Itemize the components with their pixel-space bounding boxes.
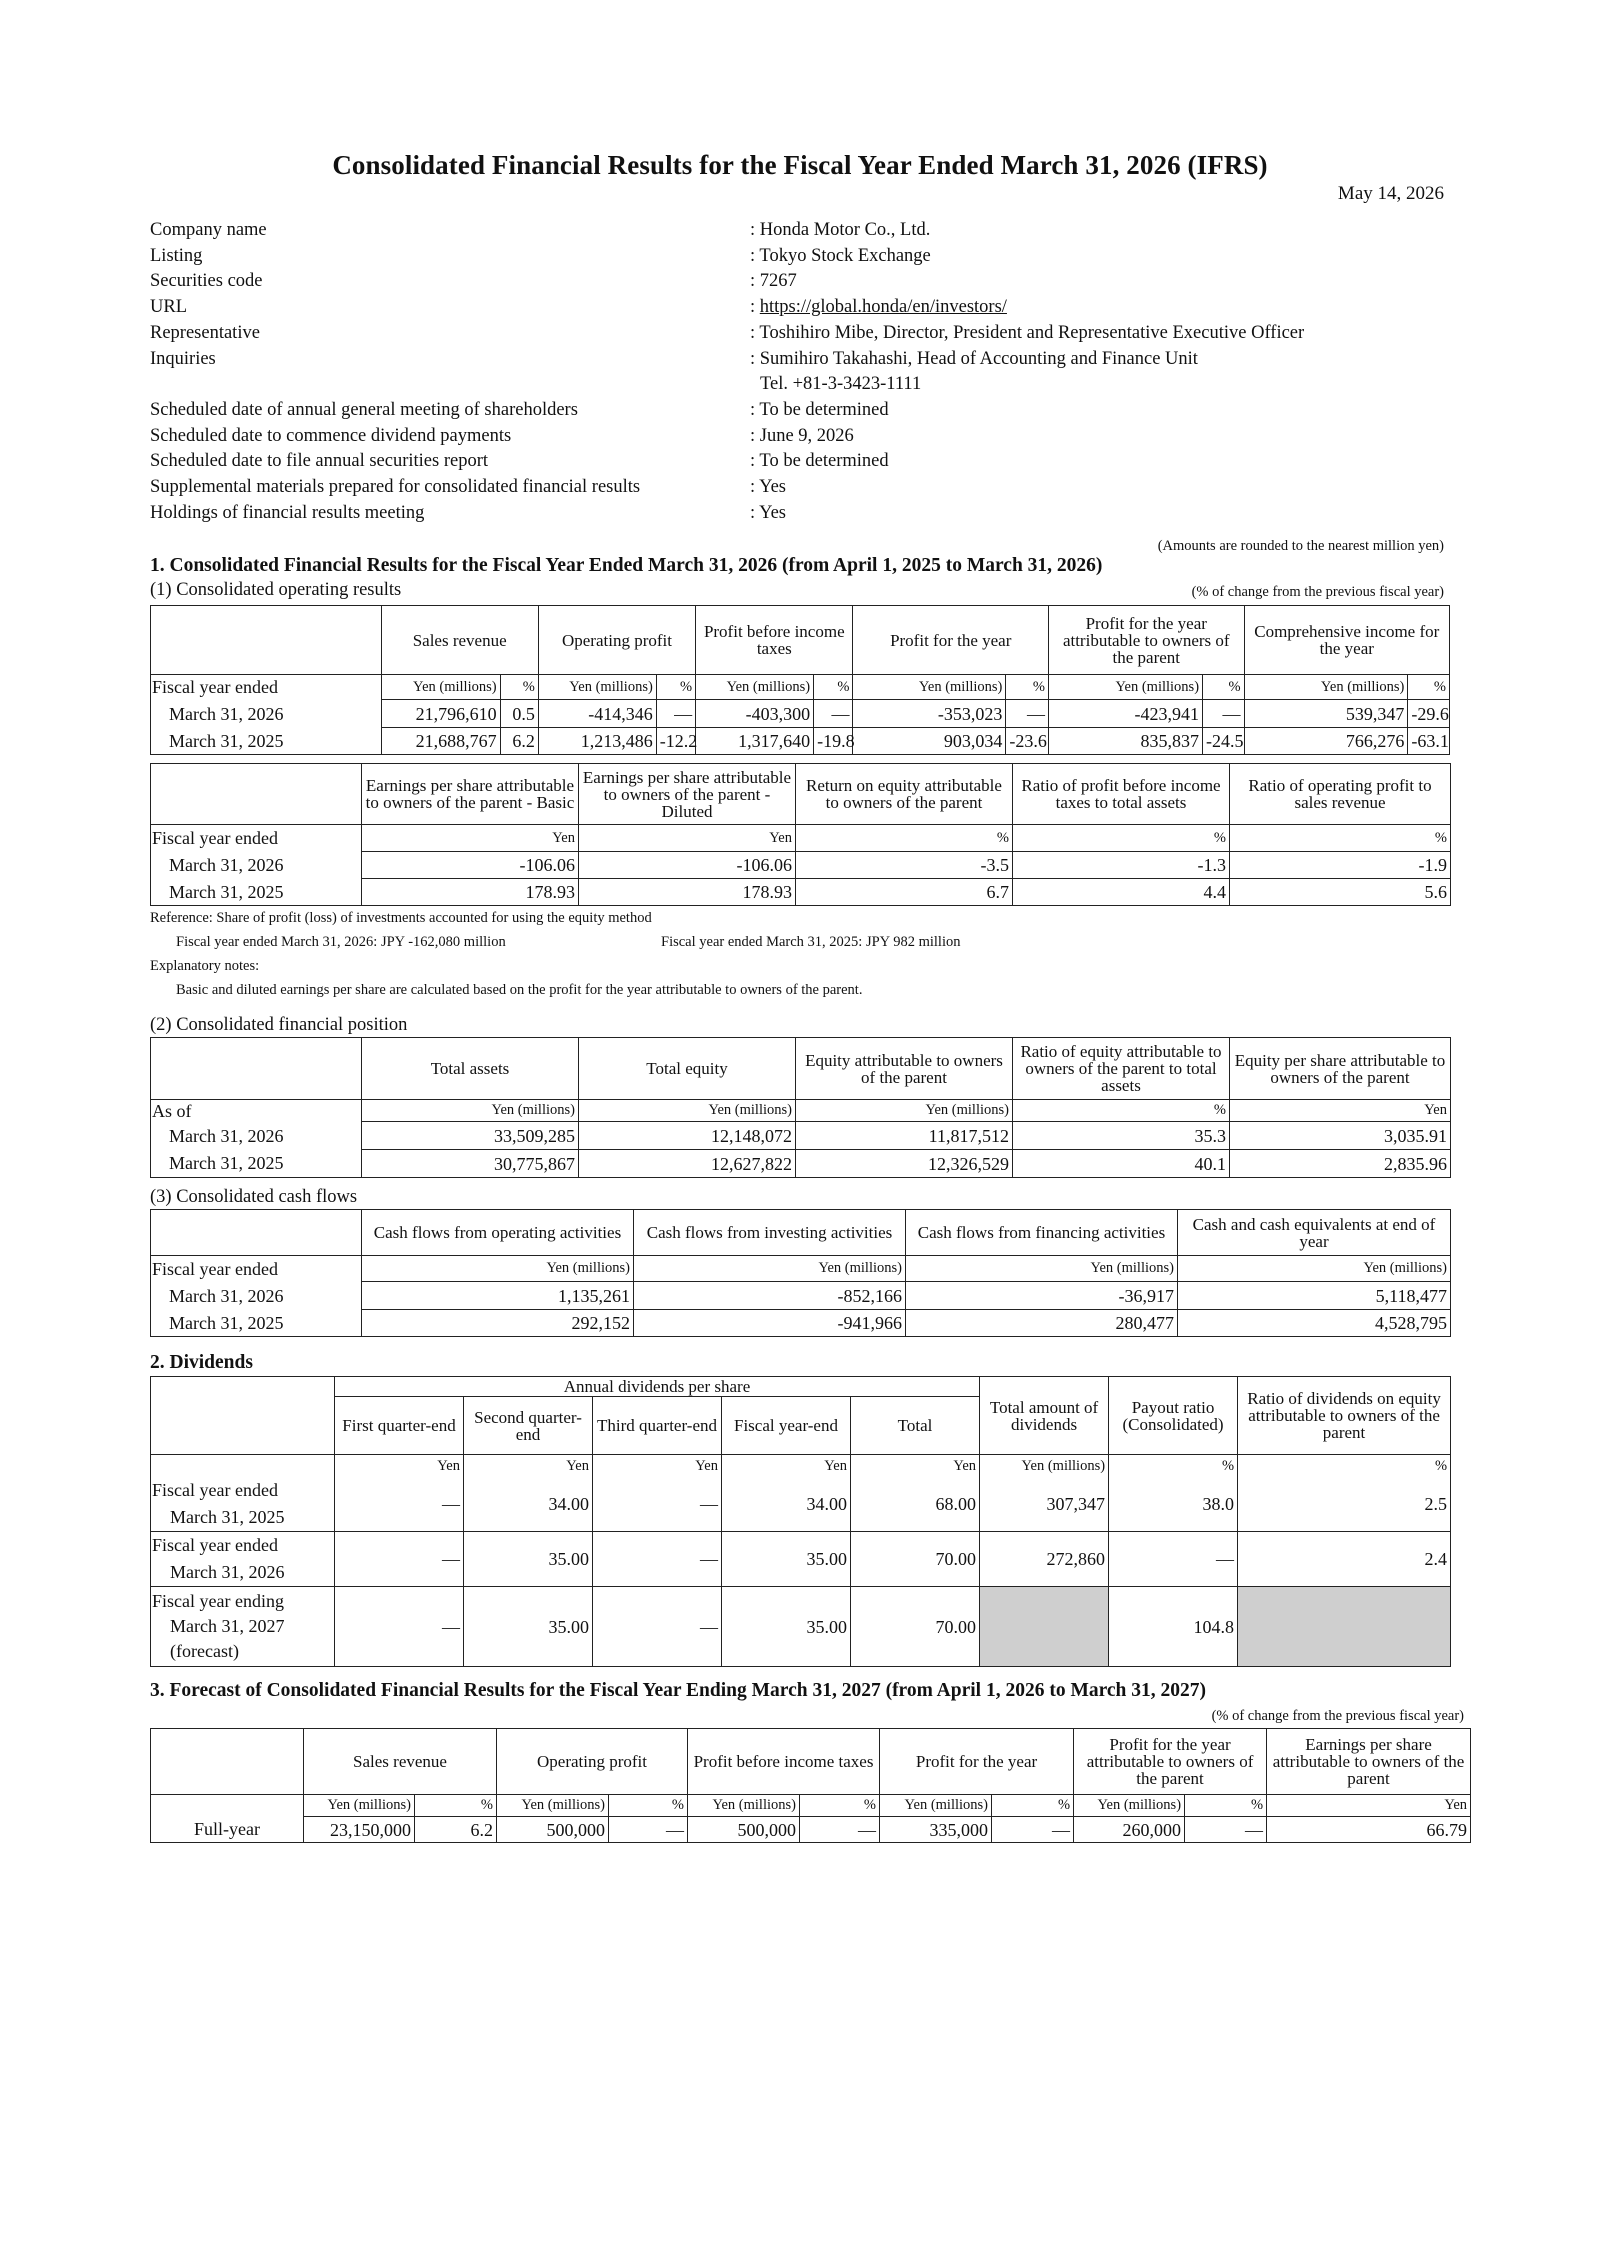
- document-title: Consolidated Financial Results for the Fiscal Year Ended March 31, 2026 (IFRS): [332, 150, 1268, 180]
- row-label: As of: [151, 1100, 362, 1122]
- unit-cell: %: [1230, 825, 1451, 852]
- info-row-supplemental: [150, 475, 1450, 501]
- column-header: Cash flows from financing activities: [906, 1210, 1178, 1256]
- document-date: May 14, 2026: [1337, 183, 1444, 204]
- value-cell: 35.00: [464, 1587, 593, 1667]
- table-row: [151, 1150, 1451, 1178]
- value-cell: 335,000: [880, 1817, 992, 1843]
- column-header: Equity per share attributable to owners of the parent: [1230, 1038, 1451, 1100]
- financial-position-heading: (2) Consolidated financial position: [150, 1015, 408, 1035]
- unit-cell: Yen (millions): [906, 1256, 1178, 1282]
- value-cell: 292,152: [362, 1310, 634, 1337]
- table-header-row: [151, 764, 1451, 825]
- unit-cell: %: [1238, 1455, 1451, 1477]
- value-cell: 40.1: [1013, 1150, 1230, 1178]
- value-cell: —: [1109, 1532, 1238, 1587]
- info-row-code: [150, 269, 1450, 295]
- value-cell: 4.4: [1013, 879, 1230, 906]
- unit-cell: Yen: [579, 825, 796, 852]
- unit-cell: Yen: [851, 1455, 980, 1477]
- value-cell: 23,150,000: [304, 1817, 415, 1843]
- info-row-url: [150, 295, 1450, 321]
- value-cell: -414,346: [538, 700, 656, 728]
- value-cell: 0.5: [500, 700, 538, 728]
- reference-values: [150, 930, 1450, 954]
- financial-position-table: [150, 1037, 1451, 1178]
- value-cell: 280,477: [906, 1310, 1178, 1337]
- table-row: [151, 700, 1450, 728]
- unit-cell: %: [814, 675, 853, 700]
- value-cell: 66.79: [1267, 1817, 1471, 1843]
- value-cell: 6.7: [796, 879, 1013, 906]
- value-cell: -29.6: [1408, 700, 1450, 728]
- corner-cell: [151, 1729, 304, 1795]
- value-cell: -423,941: [1049, 700, 1203, 728]
- inquiries-name: : Sumihiro Takahashi, Head of Accounting and Finance Unit: [750, 348, 1198, 369]
- info-label: URL: [150, 297, 187, 318]
- value-cell: 766,276: [1244, 728, 1408, 755]
- unit-cell: Yen (millions): [497, 1795, 609, 1817]
- rounding-note: (Amounts are rounded to the nearest million yen): [1157, 538, 1444, 554]
- unit-cell: Yen (millions): [880, 1795, 992, 1817]
- info-value: [750, 295, 1450, 321]
- inquiries-tel: Tel. +81-3-3423-1111: [760, 374, 922, 395]
- value-cell: 260,000: [1074, 1817, 1185, 1843]
- row-label: March 31, 2025: [151, 728, 382, 755]
- row-label: March 31, 2025: [151, 879, 362, 906]
- value-cell: 6.2: [500, 728, 538, 755]
- info-value: : Toshihiro Mibe, Director, President and Representative Executive Officer: [750, 322, 1305, 343]
- column-header: Cash flows from investing activities: [634, 1210, 906, 1256]
- unit-row: [151, 1455, 1451, 1477]
- reference-2025: Fiscal year ended March 31, 2025: JPY 982 million: [661, 934, 961, 950]
- row-label: Fiscal year ended: [151, 825, 362, 852]
- column-header: Sales revenue: [381, 606, 538, 675]
- info-value: : June 9, 2026: [750, 425, 854, 446]
- info-value: : Honda Motor Co., Ltd.: [750, 220, 931, 240]
- row-label-line: Fiscal year ending: [152, 1591, 284, 1611]
- column-header: Equity attributable to owners of the parent: [796, 1038, 1013, 1100]
- unit-cell: Yen (millions): [688, 1795, 800, 1817]
- row-label: [151, 1532, 335, 1587]
- info-label: Company name: [150, 220, 267, 240]
- value-cell: —: [800, 1817, 880, 1843]
- value-cell: 1,135,261: [362, 1282, 634, 1310]
- value-cell: 21,796,610: [381, 700, 500, 728]
- table-row: [151, 1477, 1451, 1532]
- value-cell: 35.3: [1013, 1122, 1230, 1150]
- change-note: (% of change from the previous fiscal year): [1191, 584, 1444, 600]
- unit-cell: %: [800, 1795, 880, 1817]
- value-cell: 5,118,477: [1178, 1282, 1451, 1310]
- unit-cell: %: [1013, 1100, 1230, 1122]
- value-cell: —: [335, 1477, 464, 1532]
- investor-url-link[interactable]: https://global.honda/en/investors/: [759, 297, 1007, 318]
- info-row-company: [150, 218, 1450, 244]
- unit-row: [151, 825, 1451, 852]
- info-row-meeting: [150, 501, 1450, 527]
- column-header: Ratio of equity attributable to owners of the parent to total assets: [1013, 1038, 1230, 1100]
- info-row-representative: [150, 321, 1450, 347]
- table-row: [151, 728, 1450, 755]
- row-label-line: March 31, 2027: [170, 1616, 285, 1636]
- unit-cell: Yen (millions): [381, 675, 500, 700]
- column-header: Ratio of dividends on equity attributable to owners of the parent: [1238, 1377, 1451, 1455]
- corner-cell: [151, 1210, 362, 1256]
- info-value: : To be determined: [750, 399, 889, 420]
- value-cell: 34.00: [722, 1477, 851, 1532]
- row-label: [151, 1455, 335, 1477]
- value-cell: 307,347: [980, 1477, 1109, 1532]
- corner-cell: [151, 764, 362, 825]
- table-header-row: [151, 1729, 1471, 1795]
- value-cell: 272,860: [980, 1532, 1109, 1587]
- info-label: Securities code: [150, 271, 263, 292]
- column-header: Third quarter-end: [593, 1397, 722, 1455]
- table-row: [151, 1122, 1451, 1150]
- value-cell: -19.8: [814, 728, 853, 755]
- row-label-line: (forecast): [170, 1641, 239, 1661]
- unit-cell: %: [1109, 1455, 1238, 1477]
- info-label: Scheduled date to commence dividend payments: [150, 425, 512, 446]
- info-row-agm: [150, 398, 1450, 424]
- value-cell: -3.5: [796, 852, 1013, 879]
- info-value: : Yes: [750, 502, 786, 523]
- value-cell: 35.00: [464, 1532, 593, 1587]
- unit-cell: Yen (millions): [796, 1100, 1013, 1122]
- value-cell: -63.1: [1408, 728, 1450, 755]
- column-header: Sales revenue: [304, 1729, 497, 1795]
- value-cell: —: [593, 1587, 722, 1667]
- shaded-cell: [980, 1587, 1109, 1667]
- column-header: Cash and cash equivalents at end of year: [1178, 1210, 1451, 1256]
- unit-cell: Yen: [1230, 1100, 1451, 1122]
- info-label: Representative: [150, 322, 260, 343]
- table-row: [151, 1282, 1451, 1310]
- unit-cell: Yen (millions): [362, 1256, 634, 1282]
- unit-cell: Yen (millions): [1178, 1256, 1451, 1282]
- row-label-line: Fiscal year ended: [152, 1535, 278, 1555]
- table-row: [151, 1310, 1451, 1337]
- row-label: March 31, 2026: [151, 700, 382, 728]
- unit-cell: Yen (millions): [634, 1256, 906, 1282]
- value-cell: 2,835.96: [1230, 1150, 1451, 1178]
- column-header: Operating profit: [497, 1729, 688, 1795]
- value-cell: 3,035.91: [1230, 1122, 1451, 1150]
- value-cell: -106.06: [362, 852, 579, 879]
- value-cell: 35.00: [722, 1587, 851, 1667]
- unit-cell: Yen: [1267, 1795, 1471, 1817]
- column-header: Cash flows from operating activities: [362, 1210, 634, 1256]
- row-label-line: March 31, 2025: [170, 1506, 285, 1527]
- info-row-listing: [150, 244, 1450, 270]
- unit-cell: Yen: [335, 1455, 464, 1477]
- value-cell: —: [609, 1817, 688, 1843]
- value-cell: 104.8: [1109, 1587, 1238, 1667]
- column-header: Ratio of profit before income taxes to total assets: [1013, 764, 1230, 825]
- info-label: Listing: [150, 245, 203, 266]
- reference-line: Reference: Share of profit (loss) of investments accounted for using the equity method: [150, 910, 652, 926]
- value-cell: -12.2: [656, 728, 695, 755]
- value-cell: —: [1006, 700, 1049, 728]
- unit-cell: Yen (millions): [304, 1795, 415, 1817]
- row-label-line: Fiscal year ended: [152, 1479, 278, 1500]
- corner-cell: [151, 1377, 335, 1455]
- value-cell: —: [814, 700, 853, 728]
- explanatory-heading: Explanatory notes:: [150, 958, 260, 974]
- value-cell: 12,326,529: [796, 1150, 1013, 1178]
- column-header: Total equity: [579, 1038, 796, 1100]
- table-header-row: [151, 606, 1450, 675]
- info-row-securities-report: [150, 449, 1450, 475]
- value-cell: —: [335, 1587, 464, 1667]
- dividends-table: [150, 1376, 1451, 1667]
- row-label: March 31, 2025: [151, 1310, 362, 1337]
- table-header-row: [151, 1210, 1451, 1256]
- section1-heading: 1. Consolidated Financial Results for the Fiscal Year Ended March 31, 2026 (from April 1, 2025 to March 31, 2026): [150, 555, 1103, 576]
- value-cell: 2.4: [1238, 1532, 1451, 1587]
- column-header: Profit before income taxes: [688, 1729, 880, 1795]
- unit-cell: %: [796, 825, 1013, 852]
- dividends-heading: 2. Dividends: [150, 1352, 253, 1373]
- column-header: Ratio of operating profit to sales revenue: [1230, 764, 1451, 825]
- value-cell: -1.3: [1013, 852, 1230, 879]
- explanatory-text: Basic and diluted earnings per share are calculated based on the profit for the year attributable to owners of the parent.: [176, 982, 863, 998]
- info-row-dividend-date: [150, 424, 1450, 450]
- table-row: [151, 1587, 1451, 1667]
- value-cell: —: [992, 1817, 1074, 1843]
- column-header: Second quarter-end: [464, 1397, 593, 1455]
- column-header: Profit before income taxes: [696, 606, 853, 675]
- value-cell: 2.5: [1238, 1477, 1451, 1532]
- row-label: [151, 1477, 335, 1532]
- value-cell: -23.6: [1006, 728, 1049, 755]
- value-cell: -403,300: [696, 700, 814, 728]
- shaded-cell: [1238, 1587, 1451, 1667]
- unit-cell: %: [500, 675, 538, 700]
- unit-cell: Yen: [464, 1455, 593, 1477]
- forecast-table: [150, 1728, 1471, 1843]
- table-header-row: [151, 1377, 1451, 1397]
- row-label-line: March 31, 2026: [170, 1562, 285, 1582]
- row-label: March 31, 2026: [151, 1122, 362, 1150]
- column-header: Profit for the year attributable to owners of the parent: [1074, 1729, 1267, 1795]
- value-cell: 903,034: [853, 728, 1006, 755]
- reference-2026: Fiscal year ended March 31, 2026: JPY -162,080 million: [176, 934, 506, 950]
- unit-cell: Yen: [362, 825, 579, 852]
- unit-cell: %: [609, 1795, 688, 1817]
- url-prefix: :: [750, 297, 760, 318]
- value-cell: -852,166: [634, 1282, 906, 1310]
- column-header: First quarter-end: [335, 1397, 464, 1455]
- unit-cell: Yen (millions): [538, 675, 656, 700]
- corner-cell: [151, 606, 382, 675]
- unit-cell: %: [415, 1795, 497, 1817]
- unit-cell: %: [1408, 675, 1450, 700]
- value-cell: 35.00: [722, 1532, 851, 1587]
- row-label: [151, 1795, 304, 1817]
- unit-cell: Yen (millions): [1049, 675, 1203, 700]
- table-row: [151, 852, 1451, 879]
- value-cell: 178.93: [579, 879, 796, 906]
- value-cell: 1,213,486: [538, 728, 656, 755]
- unit-cell: %: [992, 1795, 1074, 1817]
- info-value: [750, 347, 1450, 398]
- info-label: Scheduled date of annual general meeting of shareholders: [150, 399, 578, 420]
- unit-row: [151, 1256, 1451, 1282]
- table-row: [151, 879, 1451, 906]
- info-row-inquiries: [150, 347, 1450, 398]
- value-cell: 12,627,822: [579, 1150, 796, 1178]
- unit-cell: Yen (millions): [853, 675, 1006, 700]
- row-label: March 31, 2026: [151, 1282, 362, 1310]
- unit-cell: Yen: [593, 1455, 722, 1477]
- row-label: Fiscal year ended: [151, 675, 382, 700]
- info-label: Supplemental materials prepared for consolidated financial results: [150, 477, 641, 498]
- value-cell: -106.06: [579, 852, 796, 879]
- forecast-change-note: (% of change from the previous fiscal year): [1211, 1708, 1464, 1724]
- value-cell: -36,917: [906, 1282, 1178, 1310]
- row-label: Fiscal year ended: [151, 1256, 362, 1282]
- value-cell: 38.0: [1109, 1477, 1238, 1532]
- value-cell: 33,509,285: [362, 1122, 579, 1150]
- value-cell: 30,775,867: [362, 1150, 579, 1178]
- value-cell: 6.2: [415, 1817, 497, 1843]
- value-cell: —: [593, 1532, 722, 1587]
- group-header: Annual dividends per share: [335, 1377, 980, 1397]
- value-cell: -1.9: [1230, 852, 1451, 879]
- row-label: March 31, 2025: [151, 1150, 362, 1178]
- value-cell: 70.00: [851, 1532, 980, 1587]
- unit-cell: %: [1203, 675, 1245, 700]
- unit-cell: Yen (millions): [1244, 675, 1408, 700]
- column-header: Return on equity attributable to owners of the parent: [796, 764, 1013, 825]
- column-header: Earnings per share attributable to owners of the parent: [1267, 1729, 1471, 1795]
- value-cell: 70.00: [851, 1587, 980, 1667]
- value-cell: —: [1203, 700, 1245, 728]
- info-value: : Yes: [750, 477, 786, 498]
- value-cell: 539,347: [1244, 700, 1408, 728]
- column-header: Earnings per share attributable to owners of the parent - Basic: [362, 764, 579, 825]
- value-cell: 12,148,072: [579, 1122, 796, 1150]
- company-info: [150, 218, 1450, 526]
- info-label: Inquiries: [150, 348, 216, 369]
- corner-cell: [151, 1038, 362, 1100]
- unit-cell: %: [1185, 1795, 1267, 1817]
- unit-row: [151, 1100, 1451, 1122]
- row-label: March 31, 2026: [151, 852, 362, 879]
- column-header: Total assets: [362, 1038, 579, 1100]
- value-cell: -24.5: [1203, 728, 1245, 755]
- column-header: Profit for the year attributable to owners of the parent: [1049, 606, 1245, 675]
- column-header: Total amount of dividends: [980, 1377, 1109, 1455]
- section1-sub-heading: (1) Consolidated operating results: [150, 580, 402, 600]
- value-cell: 34.00: [464, 1477, 593, 1532]
- unit-cell: Yen (millions): [1074, 1795, 1185, 1817]
- value-cell: 5.6: [1230, 879, 1451, 906]
- unit-cell: %: [1006, 675, 1049, 700]
- value-cell: -353,023: [853, 700, 1006, 728]
- info-value: : Tokyo Stock Exchange: [750, 245, 931, 266]
- value-cell: 500,000: [688, 1817, 800, 1843]
- info-label: Holdings of financial results meeting: [150, 502, 425, 523]
- value-cell: 500,000: [497, 1817, 609, 1843]
- cash-flows-heading: (3) Consolidated cash flows: [150, 1187, 358, 1207]
- operating-results-table: [150, 605, 1450, 755]
- unit-cell: Yen (millions): [579, 1100, 796, 1122]
- reference-notes: [150, 906, 1450, 1002]
- column-header: Profit for the year: [853, 606, 1049, 675]
- row-label: Full-year: [151, 1817, 304, 1843]
- column-header: Payout ratio (Consolidated): [1109, 1377, 1238, 1455]
- value-cell: —: [593, 1477, 722, 1532]
- table-header-row: [151, 1038, 1451, 1100]
- value-cell: 178.93: [362, 879, 579, 906]
- forecast-heading: 3. Forecast of Consolidated Financial Results for the Fiscal Year Ending March 31, 2027 (from April 1, 2026 to March 31, 2027): [150, 1680, 1207, 1701]
- cash-flows-table: [150, 1209, 1451, 1337]
- column-header: Fiscal year-end: [722, 1397, 851, 1455]
- column-header: Profit for the year: [880, 1729, 1074, 1795]
- info-value: : 7267: [750, 271, 797, 292]
- value-cell: -941,966: [634, 1310, 906, 1337]
- unit-row: [151, 1795, 1471, 1817]
- column-header: Earnings per share attributable to owners of the parent - Diluted: [579, 764, 796, 825]
- value-cell: 4,528,795: [1178, 1310, 1451, 1337]
- info-value: : To be determined: [750, 451, 889, 472]
- unit-cell: Yen (millions): [696, 675, 814, 700]
- value-cell: —: [335, 1532, 464, 1587]
- table-row: [151, 1532, 1451, 1587]
- unit-row: [151, 675, 1450, 700]
- info-label: Scheduled date to file annual securities report: [150, 451, 489, 472]
- unit-cell: Yen (millions): [362, 1100, 579, 1122]
- value-cell: 21,688,767: [381, 728, 500, 755]
- row-label: [151, 1587, 335, 1667]
- unit-cell: %: [656, 675, 695, 700]
- unit-cell: Yen (millions): [980, 1455, 1109, 1477]
- value-cell: 835,837: [1049, 728, 1203, 755]
- value-cell: 68.00: [851, 1477, 980, 1532]
- value-cell: —: [656, 700, 695, 728]
- unit-cell: %: [1013, 825, 1230, 852]
- table-row: [151, 1817, 1471, 1843]
- value-cell: 11,817,512: [796, 1122, 1013, 1150]
- unit-cell: Yen: [722, 1455, 851, 1477]
- value-cell: —: [1185, 1817, 1267, 1843]
- column-header: Comprehensive income for the year: [1244, 606, 1449, 675]
- per-share-ratios-table: [150, 763, 1451, 906]
- column-header: Total: [851, 1397, 980, 1455]
- value-cell: 1,317,640: [696, 728, 814, 755]
- column-header: Operating profit: [538, 606, 695, 675]
